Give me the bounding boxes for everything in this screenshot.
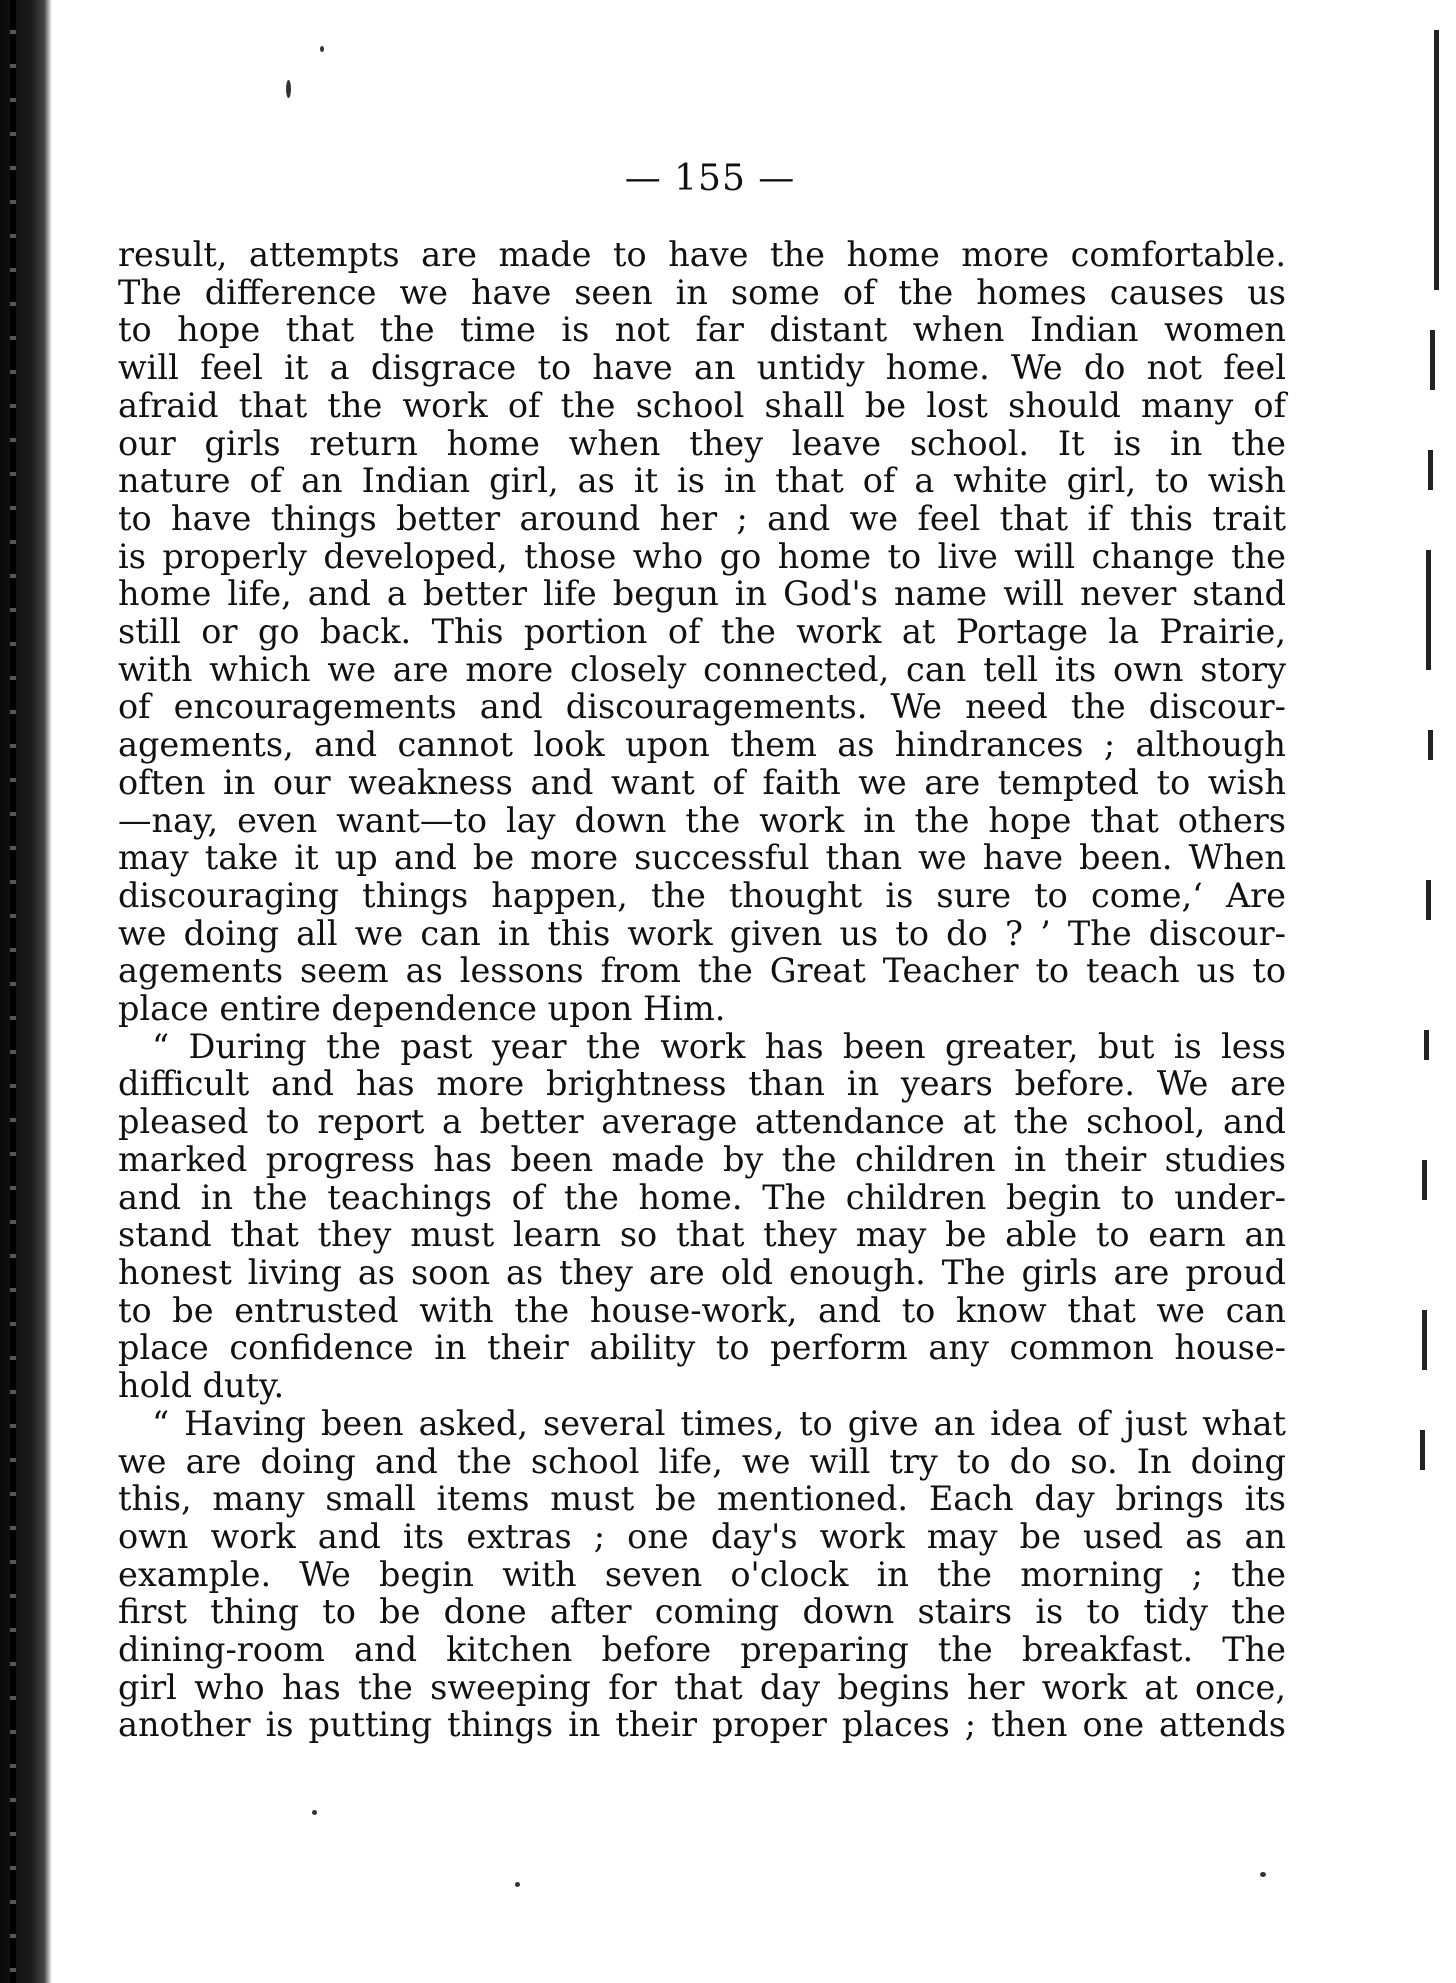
edge-mark bbox=[1428, 730, 1433, 760]
text-line: often in our weakness and want of faith we are tempted to wish bbox=[118, 762, 1286, 802]
text-line: agements, and cannot look upon them as hindrances ; although bbox=[118, 725, 1286, 765]
text-line: home life, and a better life begun in God's name will never stand bbox=[118, 574, 1286, 614]
text-line: agements seem as lessons from the Great Teacher to teach us to bbox=[118, 951, 1286, 991]
body-text bbox=[118, 236, 1286, 1744]
text-line: to be entrusted with the house-work, and to know that we can bbox=[118, 1290, 1286, 1330]
text-line: place entire dependence upon Him. bbox=[118, 989, 726, 1029]
text-line: pleased to report a better average attendance at the school, and bbox=[118, 1102, 1286, 1142]
edge-mark bbox=[1420, 1430, 1425, 1470]
text-line: to hope that the time is not far distant when Indian women bbox=[118, 310, 1286, 350]
edge-mark bbox=[1428, 450, 1433, 490]
text-line: hold duty. bbox=[118, 1366, 285, 1406]
text-line: afraid that the work of the school shall be lost should many of bbox=[118, 385, 1286, 425]
text-line: and in the teachings of the home. The children begin to under- bbox=[118, 1177, 1286, 1217]
text-line: our girls return home when they leave school. It is in the bbox=[118, 423, 1286, 463]
text-line: first thing to be done after coming down stairs is to tidy the bbox=[118, 1592, 1286, 1632]
text-line: another is putting things in their proper places ; then one attends bbox=[118, 1705, 1286, 1745]
scan-speck bbox=[515, 1882, 520, 1887]
text-line: girl who has the sweeping for that day begins her work at once, bbox=[118, 1667, 1286, 1707]
text-line: honest living as soon as they are old enough. The girls are proud bbox=[118, 1252, 1286, 1292]
edge-mark bbox=[1434, 30, 1439, 290]
text-line: of encouragements and discouragements. We need the discour- bbox=[118, 687, 1286, 727]
text-line: may take it up and be more successful than we have been. When bbox=[118, 838, 1286, 878]
text-line: own work and its extras ; one day's work may be used as an bbox=[118, 1516, 1286, 1556]
scan-edge-right bbox=[1416, 30, 1446, 1930]
text-line: stand that they must learn so that they may be able to earn an bbox=[118, 1215, 1286, 1255]
scan-speck bbox=[320, 46, 324, 52]
text-line: The difference we have seen in some of the homes causes us bbox=[118, 272, 1286, 312]
text-line: result, attempts are made to have the home more comfortable. bbox=[118, 235, 1286, 274]
edge-mark bbox=[1422, 1310, 1427, 1370]
text-line: example. We begin with seven o'clock in the morning ; the bbox=[118, 1554, 1286, 1594]
text-line: “ Having been asked, several times, to give an idea of just what bbox=[152, 1403, 1286, 1443]
scan-speck bbox=[1260, 1872, 1266, 1877]
text-line: we are doing and the school life, we will try to do so. In doing bbox=[118, 1441, 1286, 1481]
scan-speck bbox=[286, 80, 291, 98]
text-line: with which we are more closely connected, can tell its own story bbox=[118, 649, 1286, 689]
edge-mark bbox=[1422, 1160, 1427, 1200]
text-line: —nay, even want—to lay down the work in the hope that others bbox=[118, 800, 1286, 840]
edge-mark bbox=[1424, 1030, 1429, 1060]
text-line: this, many small items must be mentioned. Each day brings its bbox=[118, 1479, 1286, 1519]
text-line: marked progress has been made by the children in their studies bbox=[118, 1139, 1286, 1179]
text-line: difficult and has more brightness than in years before. We are bbox=[118, 1064, 1286, 1104]
scan-speck bbox=[312, 1810, 317, 1815]
text-line: “ During the past year the work has been greater, but is less bbox=[152, 1026, 1286, 1066]
text-line: is properly developed, those who go home to live will change the bbox=[118, 536, 1286, 576]
text-line: dining-room and kitchen before preparing the breakfast. The bbox=[118, 1630, 1286, 1670]
text-line: place confidence in their ability to perform any common house- bbox=[118, 1328, 1286, 1368]
text-line: still or go back. This portion of the work at Portage la Prairie, bbox=[118, 612, 1286, 652]
edge-mark bbox=[1430, 330, 1435, 390]
edge-mark bbox=[1426, 550, 1431, 670]
text-line: to have things better around her ; and we feel that if this trait bbox=[118, 498, 1286, 538]
text-line: discouraging things happen, the thought is sure to come,‘ Are bbox=[118, 875, 1286, 915]
scan-edge-left bbox=[0, 0, 52, 1983]
text-line: we doing all we can in this work given us to do ? ’ The discour- bbox=[118, 913, 1286, 953]
edge-mark bbox=[1426, 880, 1431, 920]
text-line: will feel it a disgrace to have an untidy home. We do not feel bbox=[118, 348, 1286, 388]
text-line: nature of an Indian girl, as it is in that of a white girl, to wish bbox=[118, 461, 1286, 501]
page-number: — 155 — bbox=[624, 158, 796, 199]
